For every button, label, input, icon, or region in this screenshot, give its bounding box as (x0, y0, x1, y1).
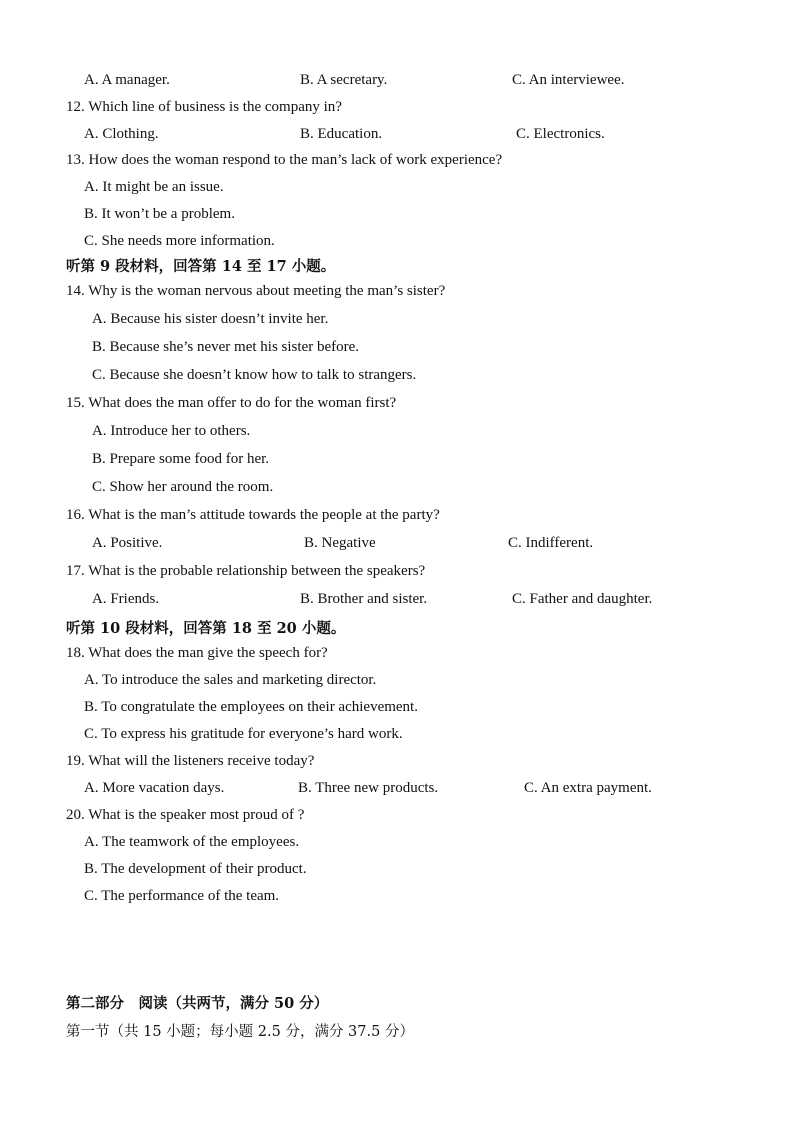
q15-option-c: C. Show her around the room. (92, 479, 274, 495)
q17-options (0, 592, 794, 608)
q15-option-b: B. Prepare some food for her. (92, 451, 270, 467)
q17-option-c: C. Father and daughter. (512, 591, 653, 607)
q11-option-c: C. An interviewee. (512, 72, 625, 88)
q11-option-b: B. A secretary. (300, 72, 388, 88)
q13-option-b: B. It won’t be a problem. (84, 206, 235, 222)
q13-question: 13. How does the woman respond to the man’s lack of work experience? (66, 152, 503, 168)
q19-question: 19. What will the listeners receive today? (66, 753, 315, 769)
q20-option-c: C. The performance of the team. (84, 888, 280, 904)
q18-question: 18. What does the man give the speech for? (66, 645, 328, 661)
q13-option-c: C. She needs more information. (84, 233, 275, 249)
q16-option-a: A. Positive. (92, 535, 163, 551)
q11-options (0, 73, 794, 89)
q18-option-a: A. To introduce the sales and marketing director. (84, 672, 377, 688)
q14-option-b: B. Because she’s never met his sister before. (92, 339, 360, 355)
q14-question: 14. Why is the woman nervous about meeting the man’s sister? (66, 283, 446, 299)
q18-option-c: C. To express his gratitude for everyone’s hard work. (84, 726, 403, 742)
q14-option-c: C. Because she doesn’t know how to talk to strangers. (92, 367, 417, 383)
q16-option-b: B. Negative (304, 535, 376, 551)
q13-option-a: A. It might be an issue. (84, 179, 224, 195)
q12-option-a: A. Clothing. (84, 126, 159, 142)
q16-question: 16. What is the man’s attitude towards the people at the party? (66, 507, 440, 523)
part2-subtitle: 第一节（共 15 小题；每小题 2.5 分，满分 37.5 分） (66, 1024, 414, 1040)
q12-option-c: C. Electronics. (516, 126, 605, 142)
section-heading-9: 听第 9 段材料，回答第 14 至 17 小题。 (66, 258, 336, 275)
q12-option-b: B. Education. (300, 126, 383, 142)
part2-title: 第二部分 阅读（共两节，满分 50 分） (66, 995, 329, 1012)
section-heading-10: 听第 10 段材料，回答第 18 至 20 小题。 (66, 620, 346, 637)
q17-question: 17. What is the probable relationship between the speakers? (66, 563, 426, 579)
q12-options (0, 127, 794, 143)
q11-option-a: A. A manager. (84, 72, 170, 88)
q12-question: 12. Which line of business is the company in? (66, 99, 342, 115)
q19-option-c: C. An extra payment. (524, 780, 652, 796)
q16-option-c: C. Indifferent. (508, 535, 594, 551)
q15-option-a: A. Introduce her to others. (92, 423, 251, 439)
q20-option-b: B. The development of their product. (84, 861, 307, 877)
q19-options (0, 781, 794, 797)
q18-option-b: B. To congratulate the employees on their achievement. (84, 699, 418, 715)
q20-question: 20. What is the speaker most proud of ? (66, 807, 305, 823)
q19-option-b: B. Three new products. (298, 780, 439, 796)
q20-option-a: A. The teamwork of the employees. (84, 834, 300, 850)
q17-option-a: A. Friends. (92, 591, 160, 607)
q14-option-a: A. Because his sister doesn’t invite her. (92, 311, 329, 327)
q16-options (0, 536, 794, 552)
q15-question: 15. What does the man offer to do for the woman first? (66, 395, 397, 411)
q19-option-a: A. More vacation days. (84, 780, 225, 796)
q17-option-b: B. Brother and sister. (300, 591, 428, 607)
